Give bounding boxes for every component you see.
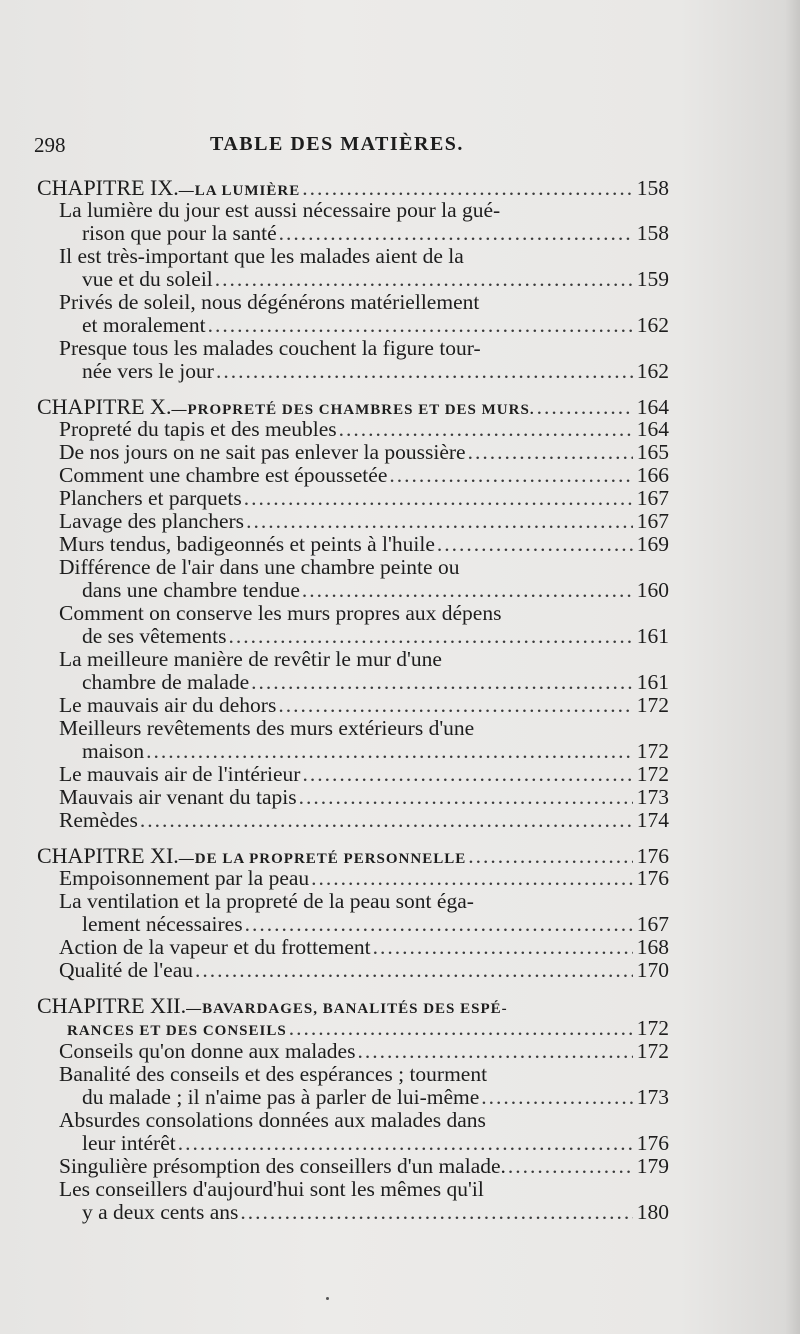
chapter-heading (37, 994, 669, 1017)
chapter-page: 176 (636, 844, 669, 868)
entry-page: 164 (636, 417, 669, 441)
entry-text: Singulière présomption des conseillers d'un malade. (59, 1154, 506, 1178)
toc-entry-continued (37, 1132, 669, 1155)
toc-entry-continued (37, 740, 669, 763)
entry-text: vue et du soleil (82, 267, 213, 291)
chapter-subject: —PROPRETÉ DES CHAMBRES ET DES MURS. (171, 402, 535, 418)
entry-text: Propreté du tapis et des meubles (59, 417, 337, 441)
entry-text: Le mauvais air de l'intérieur (59, 762, 301, 786)
leader-dots (371, 936, 633, 959)
chapter-page: 164 (636, 395, 669, 419)
entry-page: 160 (636, 578, 669, 602)
leader-dots (337, 418, 633, 441)
running-title: TABLE DES MATIÈRES. (210, 133, 464, 155)
entry-text: Absurdes consolations données aux malades dans (59, 1108, 486, 1132)
entry-page: 167 (636, 509, 669, 533)
entry-text: du malade ; il n'aime pas à parler de lui-même (82, 1085, 480, 1109)
entry-page: 167 (636, 912, 669, 936)
entry-text: De nos jours on ne sait pas enlever la poussière (59, 440, 466, 464)
toc-entry (37, 1063, 669, 1086)
entry-text: La ventilation et la propreté de la peau sont éga- (59, 889, 474, 913)
chapter-label: CHAPITRE XI. (37, 843, 179, 868)
entry-text: lement nécessaires (82, 912, 243, 936)
entry-text: rison que pour la santé (82, 221, 277, 245)
entry-page: 176 (636, 1131, 669, 1155)
chapter-heading (37, 176, 669, 199)
entry-text: Il est très-important que les malades aient de la (59, 244, 464, 268)
page-edge (786, 0, 800, 1334)
leader-dots (287, 1017, 633, 1040)
leader-dots (479, 1086, 633, 1109)
entry-text: née vers le jour (82, 359, 214, 383)
entry-page: 173 (636, 785, 669, 809)
toc-entry-continued (37, 1086, 669, 1109)
toc-entry-continued (37, 913, 669, 936)
entry-page: 172 (636, 739, 669, 763)
entry-text: Lavage des planchers (59, 509, 245, 533)
toc-entry (37, 199, 669, 222)
entry-text: Qualité de l'eau (59, 958, 194, 982)
entry-page: 172 (636, 762, 669, 786)
chapter-subject: —BAVARDAGES, BANALITÉS DES ESPÉ- (186, 1001, 508, 1017)
leader-dots (300, 579, 633, 602)
page-number: 298 (34, 133, 66, 157)
leader-dots (213, 268, 633, 291)
toc-entry-continued (37, 314, 669, 337)
entry-text: y a deux cents ans (82, 1200, 239, 1224)
toc-entry (37, 959, 669, 982)
table-of-contents (37, 176, 669, 1224)
chapter-heading-continued (37, 1017, 669, 1040)
entry-page: 180 (636, 1200, 669, 1224)
chapter-label: CHAPITRE IX. (37, 175, 179, 200)
entry-page: 173 (636, 1085, 669, 1109)
entry-page: 165 (636, 440, 669, 464)
chapter-page: 158 (636, 176, 669, 200)
entry-text: Mauvais air venant du tapis (59, 785, 297, 809)
entry-page: 161 (636, 670, 669, 694)
entry-text: et moralement (82, 313, 206, 337)
entry-text: Meilleurs revêtements des murs extérieurs d'une (59, 716, 475, 740)
entry-text: Action de la vapeur et du frottement (59, 935, 371, 959)
toc-entry (37, 418, 669, 441)
entry-text: La lumière du jour est aussi nécessaire pour la gué- (59, 198, 501, 222)
toc-entry (37, 1155, 669, 1178)
entry-page: 168 (636, 935, 669, 959)
chapter-block (37, 994, 669, 1224)
entry-page: 159 (636, 267, 669, 291)
toc-entry (37, 786, 669, 809)
leader-dots (387, 464, 633, 487)
toc-entry (37, 717, 669, 740)
toc-entry (37, 1109, 669, 1132)
toc-entry-continued (37, 579, 669, 602)
leader-dots (176, 1132, 633, 1155)
toc-entry-continued (37, 625, 669, 648)
toc-entry (37, 936, 669, 959)
entry-page: 161 (636, 624, 669, 648)
toc-entry (37, 245, 669, 268)
toc-entry (37, 694, 669, 717)
ink-speck (326, 1297, 329, 1300)
leader-dots (535, 396, 633, 419)
leader-dots (242, 487, 633, 510)
entry-text: Murs tendus, badigeonnés et peints à l'huile (59, 532, 435, 556)
entry-page: 162 (636, 359, 669, 383)
chapter-subject: —DE LA PROPRETÉ PERSONNELLE (178, 851, 467, 867)
entry-text: de ses vêtements (82, 624, 227, 648)
leader-dots (243, 913, 633, 936)
entry-text: maison (82, 739, 145, 763)
leader-dots (277, 222, 633, 245)
entry-page: 172 (636, 693, 669, 717)
leader-dots (244, 510, 633, 533)
toc-entry-continued (37, 1201, 669, 1224)
leader-dots (300, 763, 633, 786)
entry-text: dans une chambre tendue (82, 578, 300, 602)
entry-text: La meilleure manière de revêtir le mur d'une (59, 647, 442, 671)
chapter-label: CHAPITRE XII. (37, 993, 187, 1018)
leader-dots (214, 360, 633, 383)
leader-dots (466, 845, 633, 868)
entry-page: 158 (636, 221, 669, 245)
chapter-block (37, 395, 669, 832)
entry-text: Presque tous les malades couchent la figure tour- (59, 336, 481, 360)
entry-page: 170 (636, 958, 669, 982)
leader-dots (506, 1155, 633, 1178)
page-header (34, 133, 656, 159)
toc-entry (37, 441, 669, 464)
leader-dots (309, 867, 633, 890)
entry-page: 172 (636, 1039, 669, 1063)
entry-text: Planchers et parquets (59, 486, 242, 510)
entry-text: Le mauvais air du dehors (59, 693, 277, 717)
toc-entry (37, 1040, 669, 1063)
toc-entry-continued (37, 268, 669, 291)
chapter-label: CHAPITRE X. (37, 394, 172, 419)
entry-page: 176 (636, 866, 669, 890)
chapter-block (37, 844, 669, 982)
chapter-subject: —LA LUMIÈRE (178, 183, 301, 199)
toc-entry (37, 533, 669, 556)
toc-entry (37, 291, 669, 314)
leader-dots (238, 1201, 633, 1224)
leader-dots (297, 786, 633, 809)
entry-page: 169 (636, 532, 669, 556)
entry-page: 174 (636, 808, 669, 832)
toc-entry (37, 648, 669, 671)
toc-entry-continued (37, 671, 669, 694)
toc-entry (37, 337, 669, 360)
chapter-heading (37, 395, 669, 418)
toc-entry-continued (37, 360, 669, 383)
entry-text: Comment on conserve les murs propres aux dépens (59, 601, 502, 625)
toc-entry (37, 809, 669, 832)
leader-dots (193, 959, 633, 982)
leader-dots (300, 177, 633, 200)
leader-dots (138, 809, 633, 832)
toc-entry-continued (37, 222, 669, 245)
entry-page: 167 (636, 486, 669, 510)
entry-text: Remèdes (59, 808, 138, 832)
toc-entry (37, 763, 669, 786)
entry-text: leur intérêt (82, 1131, 176, 1155)
chapter-page: 172 (636, 1016, 669, 1040)
leader-dots (466, 441, 633, 464)
leader-dots (227, 625, 634, 648)
entry-text: Banalité des conseils et des espérances ; tourment (59, 1062, 488, 1086)
toc-entry (37, 867, 669, 890)
entry-page: 166 (636, 463, 669, 487)
entry-text: Empoisonnement par la peau (59, 866, 310, 890)
entry-text: chambre de malade (82, 670, 250, 694)
leader-dots (435, 533, 633, 556)
toc-entry (37, 602, 669, 625)
leader-dots (206, 314, 633, 337)
leader-dots (355, 1040, 633, 1063)
entry-text: Comment une chambre est époussetée (59, 463, 388, 487)
toc-entry (37, 1178, 669, 1201)
toc-entry (37, 890, 669, 913)
chapter-heading (37, 844, 669, 867)
leader-dots (249, 671, 633, 694)
entry-text: Privés de soleil, nous dégénérons matériellement (59, 290, 480, 314)
entry-page: 179 (636, 1154, 669, 1178)
toc-entry (37, 556, 669, 579)
chapter-subject-continued: RANCES ET DES CONSEILS (67, 1023, 287, 1039)
toc-entry (37, 464, 669, 487)
chapter-block (37, 176, 669, 383)
entry-text: Conseils qu'on donne aux malades (59, 1039, 356, 1063)
toc-entry (37, 487, 669, 510)
toc-entry (37, 510, 669, 533)
leader-dots (276, 694, 633, 717)
entry-page: 162 (636, 313, 669, 337)
leader-dots (144, 740, 633, 763)
entry-text: Différence de l'air dans une chambre peinte ou (59, 555, 460, 579)
entry-text: Les conseillers d'aujourd'hui sont les mêmes qu'il (59, 1177, 484, 1201)
